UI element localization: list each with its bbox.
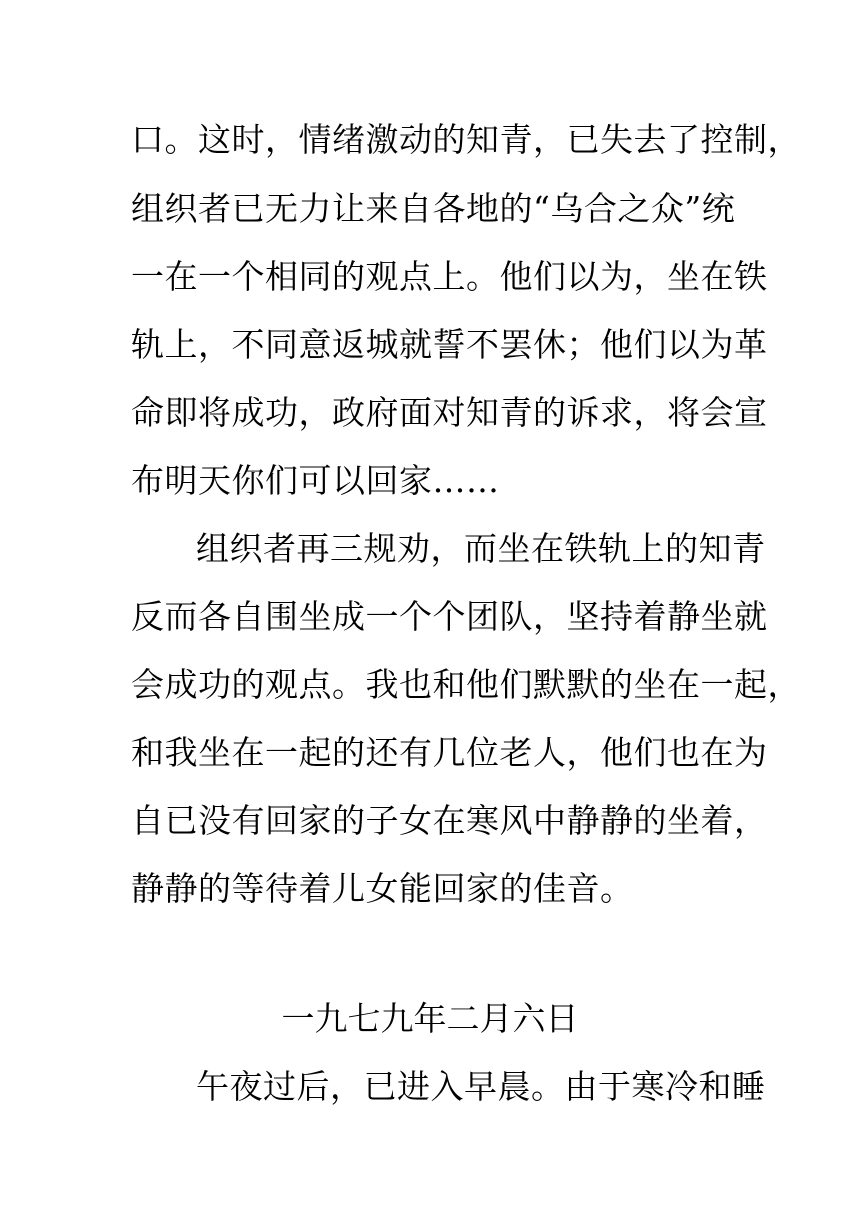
paragraph-1-line-2: 组织者已无力让来自各地的“乌合之众”统 (131, 189, 736, 228)
paragraph-1-line-6: 布明天你们可以回家…… (131, 461, 500, 500)
paragraph-1-line-1: 口。这时，情绪激动的知青，已失去了控制， (131, 120, 801, 159)
paragraph-2-line-1: 组织者再三规劝，而坐在铁轨上的知青 (196, 529, 766, 568)
paragraph-2-line-5: 自已没有回家的子女在寒风中静静的坐着， (131, 801, 768, 840)
paragraph-1-line-5: 命即将成功，政府面对知青的诉求，将会宣 (131, 393, 768, 432)
paragraph-2-line-6: 静静的等待着儿女能回家的佳音。 (131, 869, 634, 908)
paragraph-2-line-3: 会成功的观点。我也和他们默默的坐在一起， (131, 665, 801, 704)
paragraph-1-line-4: 轨上，不同意返城就誓不罢休；他们以为革 (131, 325, 768, 364)
paragraph-2-line-4: 和我坐在一起的还有几位老人，他们也在为 (131, 733, 768, 772)
date-heading: 一九七九年二月六日 (281, 999, 579, 1038)
paragraph-1-line-3: 一在一个相同的观点上。他们以为，坐在铁 (131, 257, 768, 296)
paragraph-2-line-2: 反而各自围坐成一个个团队，坚持着静坐就 (131, 597, 768, 636)
paragraph-3-line-1: 午夜过后，已进入早晨。由于寒冷和睡 (196, 1067, 766, 1106)
